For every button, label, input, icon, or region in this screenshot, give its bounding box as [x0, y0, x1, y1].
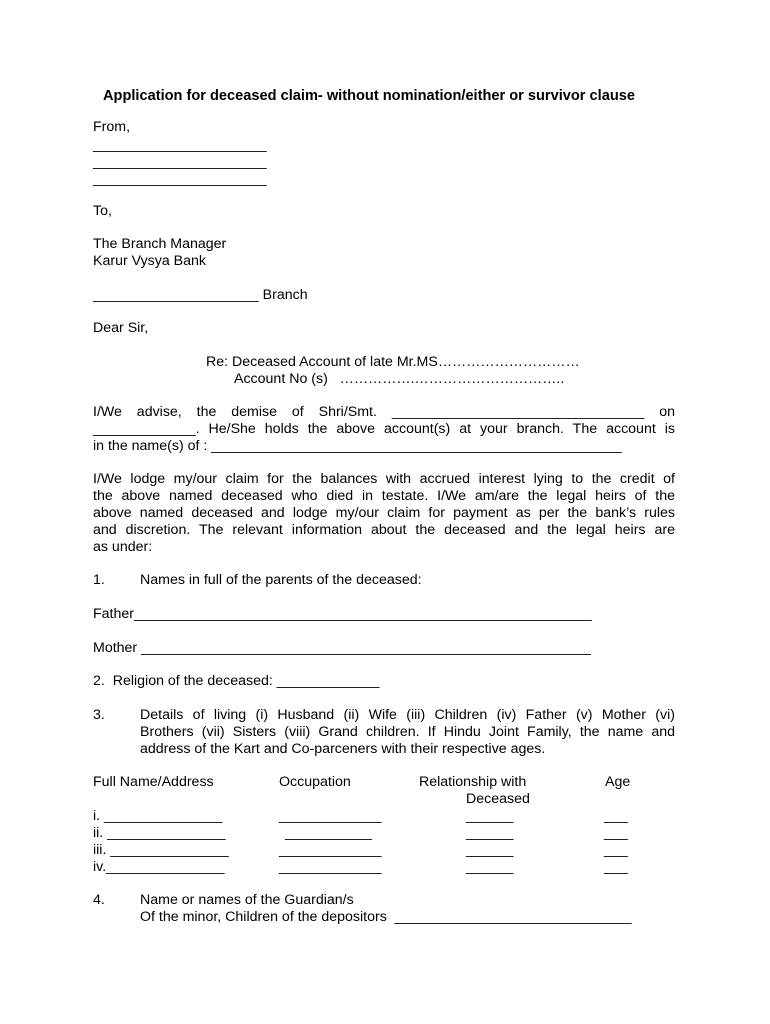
- table-row-4-age: ___: [604, 859, 628, 875]
- table-row-1-relationship: ______: [466, 808, 514, 824]
- item4-number: 4.: [93, 892, 105, 908]
- recipient-title: The Branch Manager: [93, 236, 227, 252]
- item1-number: 1.: [93, 572, 105, 588]
- table-row-4-name: iv._______________: [93, 859, 225, 875]
- table-row-2-occupation: ___________: [285, 825, 372, 841]
- table-row-3-name: iii. _______________: [93, 842, 229, 858]
- table-row-4-occupation: _____________: [279, 859, 382, 875]
- table-header-relationship: Relationship with: [419, 774, 527, 790]
- from-blank-line-3: ______________________: [93, 171, 267, 187]
- item3-number: 3.: [93, 707, 105, 723]
- item4-line-1: Name or names of the Guardian/s: [140, 892, 354, 908]
- table-row-3-occupation: _____________: [279, 842, 382, 858]
- item1-text: Names in full of the parents of the deceased:: [140, 572, 422, 588]
- table-header-relationship-deceased: Deceased: [466, 791, 530, 807]
- item3-line-2: Brothers (vii) Sisters (viii) Grand children. If Hindu Joint Family, the name and: [140, 724, 675, 740]
- to-label: To,: [93, 203, 112, 219]
- table-header-name: Full Name/Address: [93, 774, 214, 790]
- table-row-1-age: ___: [604, 808, 628, 824]
- item3-line-3: address of the Kart and Co-parceners with their respective ages.: [140, 741, 546, 757]
- document-title: Application for deceased claim- without nomination/either or survivor clause: [103, 88, 635, 104]
- item3-line-1: Details of living (i) Husband (ii) Wife (iii) Children (iv) Father (v) Mother (vi): [140, 707, 675, 723]
- table-row-1-occupation: _____________: [279, 808, 382, 824]
- para2-line-2: the above named deceased who died in testate. I/We am/are the legal heirs of the: [93, 488, 675, 504]
- para2-line-1: I/We lodge my/our claim for the balances with accrued interest lying to the credit of: [93, 471, 675, 487]
- para2-line-3: above named deceased and lodge my/our claim for payment as per the bank’s rules: [93, 505, 675, 521]
- branch-line: _____________________ Branch: [93, 287, 308, 303]
- salutation: Dear Sir,: [93, 320, 149, 336]
- mother-line: Mother _________________________________________________________: [93, 640, 591, 656]
- from-blank-line-2: ______________________: [93, 154, 267, 170]
- table-header-age: Age: [605, 774, 631, 790]
- para2-line-5: as under:: [93, 539, 153, 555]
- para1-line-1: I/We advise, the demise of Shri/Smt. ________________________________ on: [93, 404, 675, 420]
- table-row-4-relationship: ______: [466, 859, 514, 875]
- re-deceased-account-line: Re: Deceased Account of late Mr.MS…………………………: [206, 354, 580, 370]
- table-row-1-name: i. _______________: [93, 808, 223, 824]
- item2-religion: 2. Religion of the deceased: _____________: [93, 673, 380, 689]
- table-row-2-relationship: ______: [466, 825, 514, 841]
- table-row-2-name: ii. _______________: [93, 825, 226, 841]
- table-row-3-relationship: ______: [466, 842, 514, 858]
- para2-line-4: and discretion. The relevant information about the deceased and the legal heirs are: [93, 522, 675, 538]
- para1-line-3: in the name(s) of : ____________________________________________________: [93, 438, 622, 454]
- account-number-line: Account No (s) …………….…………………………..: [234, 371, 565, 387]
- table-row-3-age: ___: [604, 842, 628, 858]
- from-blank-line-1: ______________________: [93, 137, 267, 153]
- father-line: Father__________________________________________________________: [93, 606, 592, 622]
- item4-line-2: Of the minor, Children of the depositors ______________________________: [140, 909, 632, 925]
- table-header-occupation: Occupation: [279, 774, 351, 790]
- bank-name: Karur Vysya Bank: [93, 253, 207, 269]
- para1-line-2: _____________. He/She holds the above account(s) at your branch. The account is: [93, 421, 675, 437]
- from-label: From,: [93, 119, 131, 135]
- table-row-2-age: ___: [604, 825, 628, 841]
